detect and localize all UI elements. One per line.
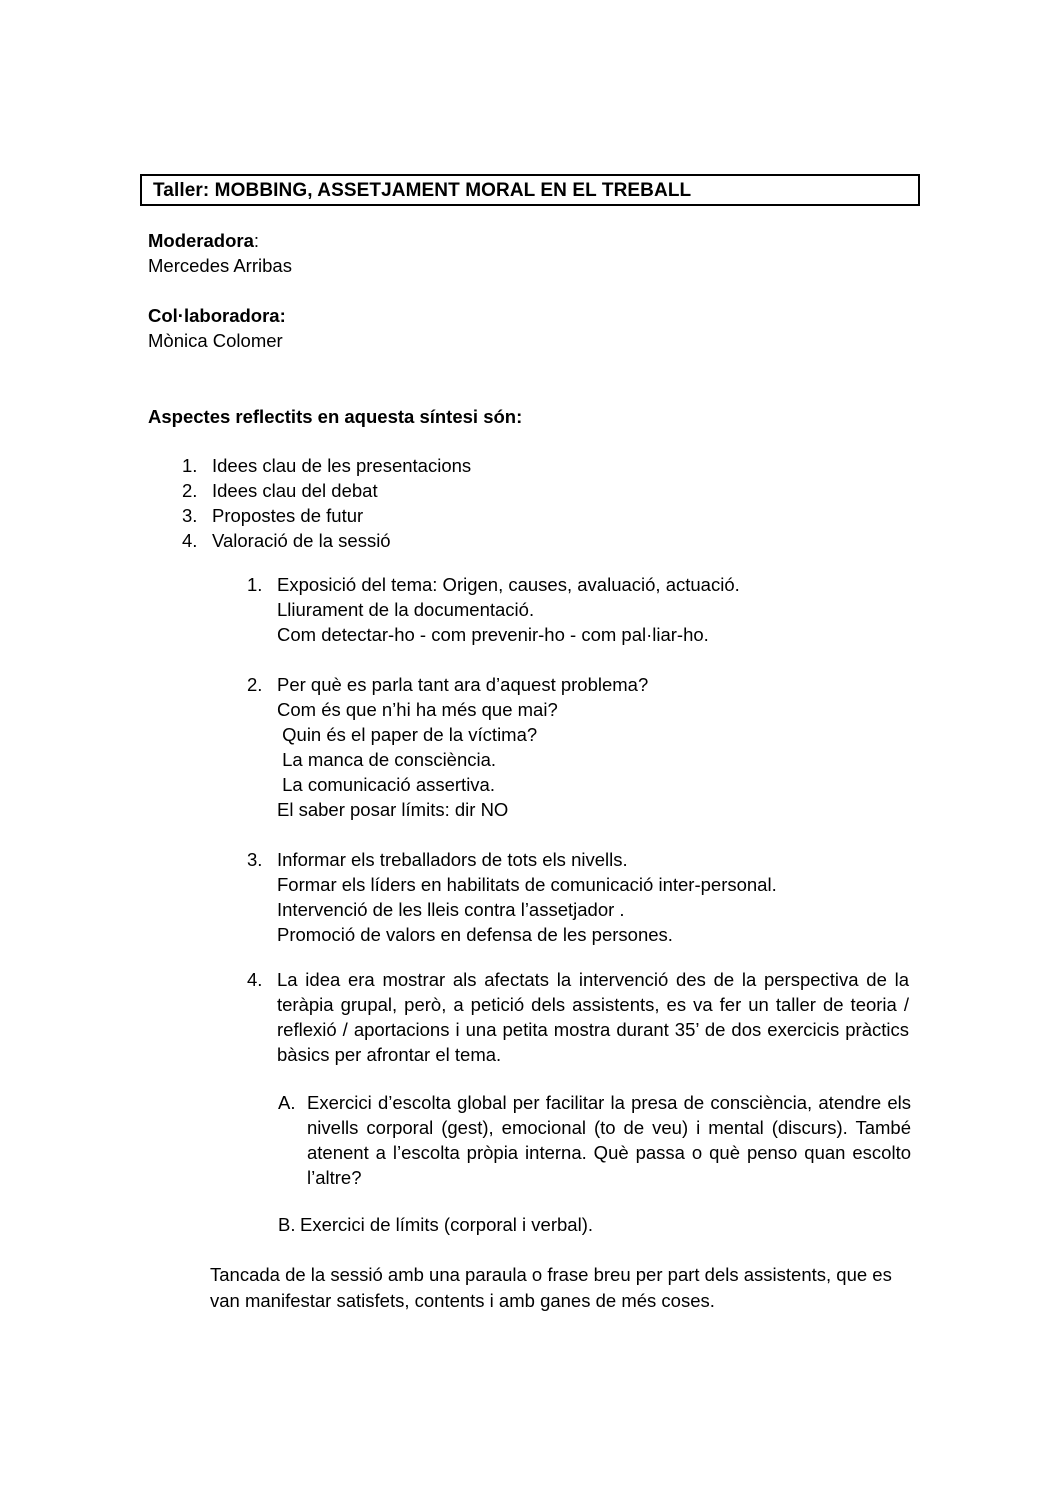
section-line: Informar els treballadors de tots els nivells. [277, 849, 628, 870]
page-title: Taller: MOBBING, ASSETJAMENT MORAL EN EL TREBALL [153, 179, 692, 201]
list-item-number: 3. [182, 505, 198, 526]
moderator-block [148, 228, 292, 278]
section-line: El saber posar límits: dir NO [277, 799, 509, 820]
list-item-number: 4. [182, 530, 198, 551]
collaborator-label: Col·laboradora: [148, 305, 286, 326]
list-item-number: 1. [182, 455, 198, 476]
moderator-label: Moderadora [148, 230, 254, 251]
summary-list [182, 453, 922, 553]
section-number: 2. [247, 674, 263, 695]
collaborator-block [148, 303, 286, 353]
list-item [182, 528, 922, 553]
aspects-heading: Aspectes reflectits en aquesta síntesi són: [148, 406, 523, 427]
section-line: Intervenció de les lleis contra l’assetjador . [277, 899, 625, 920]
section-line: La manca de consciència. [277, 749, 497, 770]
section-line: Exposició del tema: Origen, causes, avaluació, actuació. [277, 574, 740, 595]
section-line: Per què es parla tant ara d’aquest problema? [277, 674, 649, 695]
section-number: 1. [247, 574, 263, 595]
section-line: La comunicació assertiva. [277, 774, 495, 795]
section-number: 3. [247, 849, 263, 870]
list-item-label: Valoració de la sessió [212, 530, 391, 551]
section-content [277, 572, 909, 647]
list-item-label: Idees clau del debat [212, 480, 378, 501]
section-line: Com és que n’hi ha més que mai? [277, 699, 558, 720]
exercise-text: Exercici d’escolta global per facilitar la presa de consciència, atendre els nivells corporal (gest), emocional (to de veu) i mental (discurs). També atenent a l’escolta pròpia interna. Què passa o què penso quan escolto l’altre? [307, 1092, 911, 1188]
collaborator-name: Mònica Colomer [148, 330, 283, 351]
list-item-label: Propostes de futur [212, 505, 364, 526]
section-item-3 [247, 847, 909, 947]
list-item-label: Idees clau de les presentacions [212, 455, 472, 476]
list-item-number: 2. [182, 480, 198, 501]
section-item-1 [247, 572, 909, 647]
section-item-2 [247, 672, 909, 822]
section-line: Com detectar-ho - com prevenir-ho - com pal·liar-ho. [277, 624, 709, 645]
list-item [182, 478, 922, 503]
document-title-box [140, 174, 920, 206]
closing-paragraph: Tancada de la sessió amb una paraula o frase breu per part dels assistents, que es van manifestar satisfets, contents i amb ganes de més coses. [210, 1264, 892, 1311]
exercise-text: Exercici de límits (corporal i verbal). [300, 1214, 593, 1235]
moderator-name: Mercedes Arribas [148, 255, 292, 276]
section-content [277, 672, 909, 822]
exercise-marker: A. [278, 1092, 296, 1113]
section-item-4 [247, 967, 909, 1067]
section-line: Promoció de valors en defensa de les persones. [277, 924, 673, 945]
section-line: Formar els líders en habilitats de comunicació inter-personal. [277, 874, 777, 895]
list-item [182, 503, 922, 528]
moderator-heading [148, 228, 292, 253]
section-number: 4. [247, 969, 263, 990]
section-line: Lliurament de la documentació. [277, 599, 535, 620]
exercise-item-a [278, 1090, 911, 1190]
list-item [182, 453, 922, 478]
exercise-marker: B. [278, 1214, 296, 1235]
section-content [277, 847, 909, 947]
section-line: Quin és el paper de la víctima? [277, 724, 538, 745]
moderator-colon: : [253, 230, 260, 251]
exercise-item-b [278, 1212, 911, 1237]
section-paragraph: La idea era mostrar als afectats la intervenció des de la perspectiva de la teràpia grupal, però, a petició dels assistents, es va fer un taller de teoria / reflexió / aportacions i una petita mostra durant 35’ de dos exercicis pràctics bàsics per afrontar el tema. [277, 969, 909, 1065]
